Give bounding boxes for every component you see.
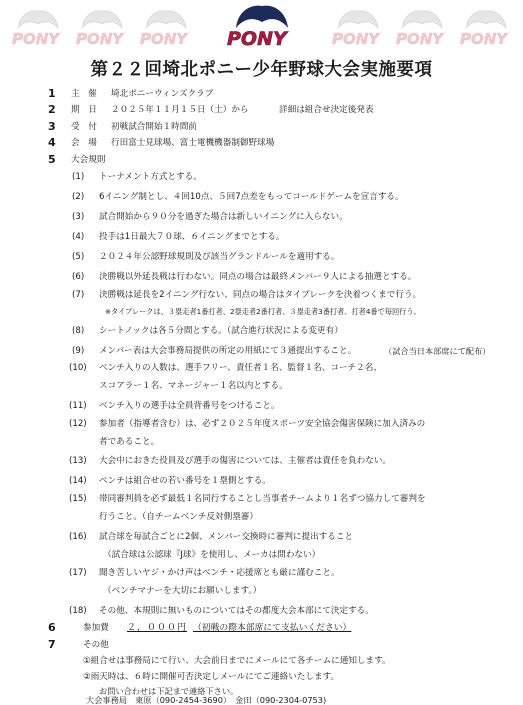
rule-text-continued: （ベンチマナーを大切にお願いします。） — [103, 586, 262, 596]
rule-text: 決勝戦以外延長戦は行わない。同点の場合は最終メンバー９人による抽選とする。 — [99, 272, 417, 282]
rule-text: ベンチ入りの選手は全員背番号をつけること。 — [99, 401, 280, 411]
entry-fee-note: （初戦の際本部席にて支払いください） — [193, 623, 352, 633]
pony-logo-banner — [0, 0, 523, 58]
rule-note: （試合当日本部席にて配布） — [384, 346, 491, 356]
rule-number: (6) — [72, 272, 85, 282]
rule-text: ２０２４年公認野球規則及び該当グランドルールを適用する。 — [99, 252, 340, 262]
pony-logo-text: PONY — [140, 30, 188, 48]
section-value: 初戦試合開始１時間前 — [111, 122, 197, 132]
section-label: 大会規則 — [71, 155, 106, 165]
rule-number: (16) — [69, 532, 87, 542]
rule-number: (18) — [69, 606, 87, 616]
rule-number: (2) — [72, 192, 85, 202]
rule-number: (9) — [72, 346, 85, 356]
rule-number: (11) — [69, 401, 87, 411]
rule-number: (17) — [69, 568, 87, 578]
rule-text: 投手は1日最大７０球、６イニングまでとする。 — [99, 232, 285, 242]
rule-number: (3) — [72, 212, 85, 222]
page-title: 第２２回埼北ポニー少年野球大会実施要項 — [90, 60, 433, 80]
pony-logo-main-text: PONY — [227, 28, 287, 50]
rule-footnote: ※タイブレークは、３塁走者1番打者、2塁走者2番打者、３塁走者3番打者、打者4番で毎回行う。 — [105, 307, 421, 316]
rule-number: (14) — [69, 476, 87, 486]
rule-text: その他、本規則に無いものについてはその都度大会本部にて決定する。 — [99, 606, 374, 616]
rule-number: (4) — [72, 232, 85, 242]
pony-logo-text: PONY — [12, 30, 60, 48]
pony-logo-text: PONY — [76, 30, 124, 48]
other-note: ①組合せは事務局にて行い、大会前日までにメールにて各チームに通知します。 — [83, 656, 391, 666]
rule-text: 参加者（指導者含む）は、必ず２０２５年度スポーツ安全協会傷害保険に加入済みの — [99, 419, 426, 429]
other-note: ②雨天時は、６時に開催可否決定しメールにてご連絡いたします。 — [83, 672, 340, 682]
rule-text: 試合球を毎試合ごとに2個、メンバー交換時に審判に提出すること — [99, 532, 354, 542]
contact-info: 大会事務局 東原（090-2454-3690） 金田（090-2304-0753) — [86, 695, 327, 705]
section-label: その他 — [83, 640, 109, 650]
section-number: 2 — [48, 103, 56, 116]
entry-fee-amount: ２，０００円 — [127, 623, 188, 633]
section-label: 期 日 — [71, 105, 97, 115]
section-value: ２０２５年１１月１５日（土）から — [111, 105, 249, 115]
rule-text: 大会中におきた役員及び選手の傷害については、主催者は責任を負わない。 — [99, 456, 392, 466]
rule-text-continued: スコアラー１名、マネージャー１名以内とする。 — [99, 381, 288, 391]
pony-logo-text: PONY — [332, 30, 380, 48]
rule-number: (10) — [69, 363, 87, 373]
rule-text: 試合開始から９０分を過ぎた場合は新しいイニングに入らない。 — [99, 212, 348, 222]
rule-number: (12) — [69, 419, 87, 429]
rule-text: ベンチは組合せの若い番号を１塁側とする。 — [99, 476, 271, 486]
section-number: 4 — [48, 136, 56, 149]
rule-number: (15) — [69, 494, 87, 504]
rule-text: 帯同審判員を必ず最低１名同行することし当事者チームより１名ずつ協力して審判を — [99, 494, 426, 504]
section-label: 会 場 — [71, 138, 97, 148]
section-number: 6 — [48, 621, 56, 634]
section-value: 行田富士見球場、富士電機機器制御野球場 — [111, 138, 275, 148]
rule-number: (7) — [72, 290, 85, 300]
section-number: 3 — [48, 120, 56, 133]
rule-text: トーナメント方式とする。 — [99, 172, 202, 182]
section-number: 5 — [48, 153, 56, 166]
rule-text: シートノックは各５分間とする。（試合進行状況による変更有） — [99, 326, 343, 336]
section-number: 1 — [48, 87, 56, 100]
rule-text: 決勝戦は延長を2イニング行ない、同点の場合はタイブレークを決着つくまで行う。 — [99, 290, 422, 300]
rule-number: (5) — [72, 252, 85, 262]
other-note: お問い合わせは下記まで連絡下さい。 — [99, 686, 239, 696]
section-note: 詳細は組合せ決定後発表 — [279, 105, 374, 115]
rule-number: (13) — [69, 456, 87, 466]
rule-text: メンバー表は大会事務局提供の所定の用紙にて３通提出すること。 — [99, 346, 357, 356]
rule-number: (1) — [72, 172, 85, 182]
rule-text-continued: 行うこと。（自チームベンチ反対側塁審） — [99, 512, 258, 522]
rule-text: 聞き苦しいヤジ・かけ声はベンチ・応援席とも厳に謹むこと。 — [99, 568, 340, 578]
rule-number: (8) — [72, 326, 85, 336]
section-number: 7 — [48, 638, 56, 651]
rule-text: 6イニング制とし、４回10点、５回7点差をもってコールドゲームを宣言する。 — [99, 192, 404, 202]
pony-logo-text: PONY — [396, 30, 444, 48]
section-label: 受 付 — [71, 122, 97, 132]
section-label: 参加費 — [83, 623, 109, 633]
pony-logo-text: PONY — [460, 30, 508, 48]
rule-text: ベンチ入りの人数は、選手フリー、責任者１名、監督１名、コーチ２名、 — [99, 363, 382, 373]
section-label: 主 催 — [71, 89, 97, 99]
rule-text-continued: （試合球は公認球『J球》を使用し、メーカは問わない） — [103, 550, 321, 560]
rule-text-continued: 者であること。 — [99, 437, 160, 447]
section-value: 埼北ポニーウィンズクラブ — [111, 89, 214, 99]
